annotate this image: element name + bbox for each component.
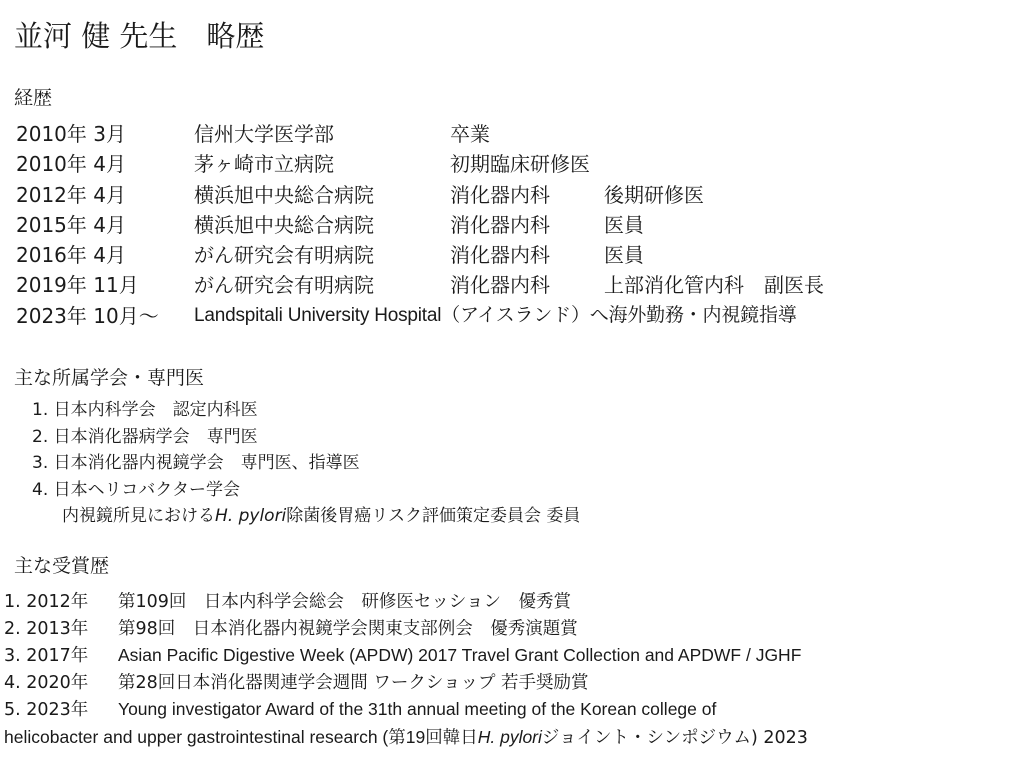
award-cont-post: ジョイント・シンポジウム) 2023 bbox=[541, 727, 808, 748]
society-subitem-italic: H. pylori bbox=[215, 506, 287, 527]
career-institution: がん研究会有明病院 bbox=[194, 243, 374, 268]
career-role: 後期研修医 bbox=[604, 182, 704, 207]
career-institution: 横浜旭中央総合病院 bbox=[194, 212, 374, 237]
career-role: 医員 bbox=[604, 212, 644, 237]
society-item: 2. 日本消化器病学会 専門医 bbox=[32, 426, 258, 447]
award-cont-italic: H. pylori bbox=[477, 726, 542, 747]
career-institution: 信州大学医学部 bbox=[194, 122, 334, 146]
career-heading: 経歴 bbox=[14, 87, 53, 109]
career-date: 2010年 4月 bbox=[16, 152, 126, 177]
award-continuation bbox=[4, 724, 808, 752]
society-subitem bbox=[32, 503, 580, 530]
award-item bbox=[4, 642, 808, 670]
career-date: 2010年 3月 bbox=[16, 122, 126, 146]
societies-heading: 主な所属学会・専門医 bbox=[14, 367, 205, 389]
career-date: 2023年 10月～ bbox=[16, 303, 159, 328]
award-number-year: 3. 2017年 bbox=[4, 646, 89, 667]
career-institution: 横浜旭中央総合病院 bbox=[194, 182, 374, 207]
society-item: 1. 日本内科学会 認定内科医 bbox=[32, 400, 258, 420]
awards-heading: 主な受賞歴 bbox=[14, 555, 110, 577]
award-number-year: 5. 2023年 bbox=[4, 700, 89, 721]
award-text: Asian Pacific Digestive Week (APDW) 2017 Travel Grant Collection and APDWF / JGHF bbox=[118, 645, 802, 666]
career-department: 消化器内科 bbox=[450, 243, 550, 268]
society-subitem-post: 除菌後胃癌リスク評価策定委員会 委員 bbox=[286, 506, 581, 527]
award-number-year: 4. 2020年 bbox=[4, 672, 89, 693]
society-item: 4. 日本ヘリコバクター学会 bbox=[32, 479, 240, 500]
career-institution: 茅ヶ崎市立病院 bbox=[194, 152, 334, 177]
career-department: 初期臨床研修医 bbox=[450, 152, 590, 177]
society-item: 3. 日本消化器内視鏡学会 専門医、指導医 bbox=[32, 453, 360, 474]
award-text: Young investigator Award of the 31th annual meeting of the Korean college of bbox=[118, 699, 717, 720]
career-role: 医員 bbox=[604, 243, 644, 268]
award-text: 第28回日本消化器関連学会週間 ワークショップ 若手奨励賞 bbox=[118, 672, 589, 693]
career-department: 消化器内科 bbox=[450, 273, 550, 298]
career-date: 2016年 4月 bbox=[16, 243, 126, 268]
societies-list bbox=[32, 397, 580, 530]
award-item bbox=[4, 589, 808, 616]
page-title: 並河 健 先生 略歴 bbox=[14, 19, 265, 53]
award-item bbox=[4, 670, 808, 697]
award-cont-pre: helicobacter and upper gastrointestinal research (第19回韓日 bbox=[4, 726, 478, 747]
career-role: 上部消化管内科 副医長 bbox=[604, 273, 824, 298]
award-number-year: 2. 2013年 bbox=[4, 618, 89, 639]
career-date: 2012年 4月 bbox=[16, 182, 126, 207]
career-department: 消化器内科 bbox=[450, 212, 550, 237]
career-institution: がん研究会有明病院 bbox=[194, 273, 374, 298]
career-department: 消化器内科 bbox=[450, 182, 550, 207]
award-number-year: 1. 2012年 bbox=[4, 592, 89, 612]
society-subitem-pre: 内視鏡所見における bbox=[62, 506, 215, 527]
career-date: 2015年 4月 bbox=[16, 212, 126, 237]
award-text: 第98回 日本消化器内視鏡学会関東支部例会 優秀演題賞 bbox=[118, 618, 578, 639]
awards-list bbox=[4, 589, 808, 752]
career-department: 卒業 bbox=[450, 122, 490, 146]
award-item bbox=[4, 696, 808, 724]
award-text: 第109回 日本内科学会総会 研修医セッション 優秀賞 bbox=[118, 592, 572, 612]
career-current-position: Landspitali University Hospital（アイスランド）へ海外勤務・内視鏡指導 bbox=[194, 304, 797, 326]
career-date: 2019年 11月 bbox=[16, 273, 139, 298]
award-item bbox=[4, 616, 808, 643]
